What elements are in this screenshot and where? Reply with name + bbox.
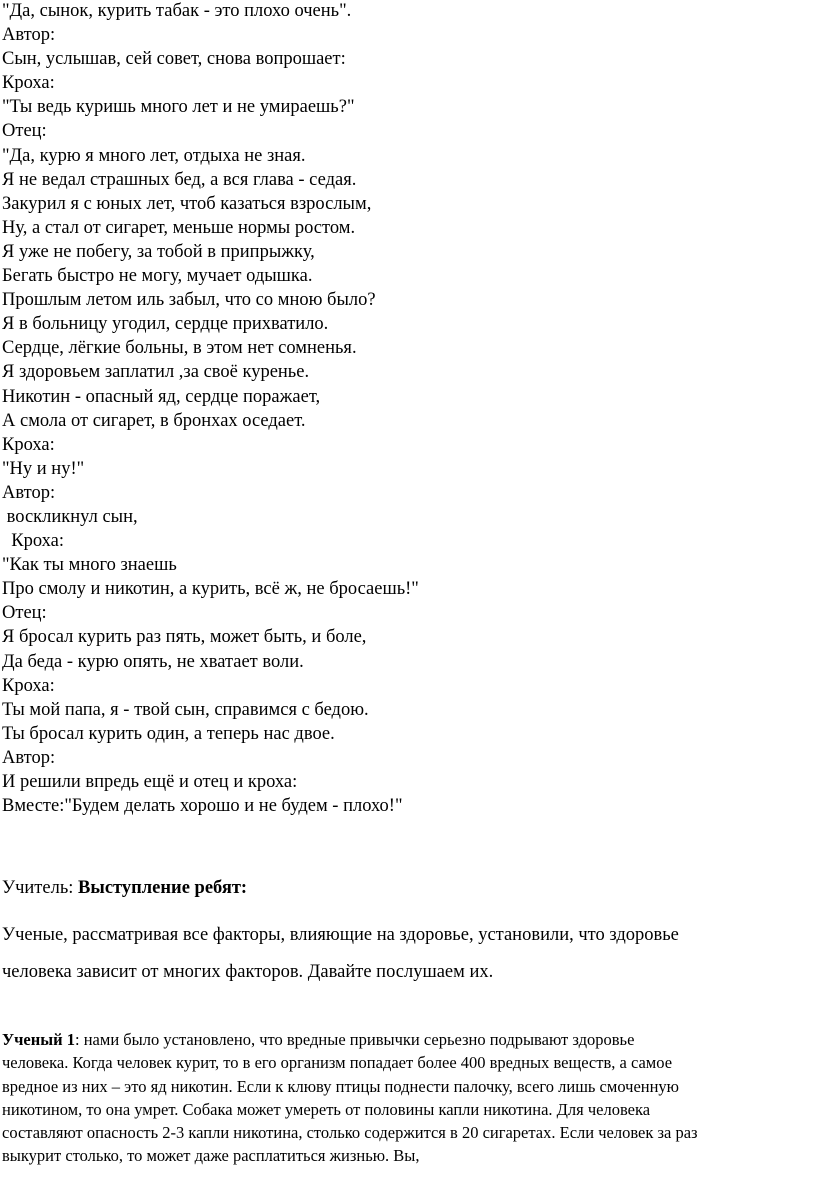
poem-line: "Да, курю я много лет, отдыха не зная. bbox=[2, 145, 306, 166]
poem-line: Кроха: bbox=[2, 434, 55, 455]
poem-line: Сын, услышав, сей совет, снова вопрошает: bbox=[2, 49, 346, 70]
poem-line: воскликнул сын, bbox=[2, 506, 138, 527]
poem-line: Я здоровьем заплатил ,за своё куренье. bbox=[2, 362, 310, 383]
scientist-line: составляют опасность 2-3 капли никотина, столько содержится в 20 сигаретах. Если человек за раз bbox=[2, 1123, 698, 1143]
scientist-first-line-text: : нами было установлено, что вредные привычки серьезно подрывают здоровье bbox=[75, 1030, 635, 1049]
poem-line: Сердце, лёгкие больны, в этом нет сомненья. bbox=[2, 338, 357, 359]
poem-line: "Как ты много знаешь bbox=[2, 555, 177, 576]
scientist-1-label: Ученый 1 bbox=[2, 1030, 76, 1049]
poem-line: Про смолу и никотин, а курить, всё ж, не бросаешь!" bbox=[2, 579, 419, 600]
poem-line: "Ну и ну!" bbox=[2, 458, 85, 479]
poem-line: Ну, а стал от сигарет, меньше нормы ростом. bbox=[2, 217, 356, 238]
poem-line: Я в больницу угодил, сердце прихватило. bbox=[2, 314, 329, 335]
poem-line: Закурил я с юных лет, чтоб казаться взрослым, bbox=[2, 193, 372, 214]
scientist-line: никотином, то она умрет. Собака может умереть от половины капли никотина. Для человека bbox=[2, 1099, 651, 1119]
scientist-line: выкурит столько, то может даже расплатиться жизнью. Вы, bbox=[2, 1146, 420, 1166]
poem-line: А смола от сигарет, в бронхах оседает. bbox=[2, 410, 306, 431]
poem-line: Я уже не побегу, за тобой в припрыжку, bbox=[2, 241, 315, 262]
scientist-1-paragraph bbox=[2, 1028, 812, 1168]
poem-line: Бегать быстро не могу, мучает одышка. bbox=[2, 266, 313, 287]
teacher-label: Учитель: bbox=[2, 878, 79, 898]
poem-line: Автор: bbox=[2, 747, 56, 768]
poem-line: "Да, сынок, курить табак - это плохо очень". bbox=[2, 1, 352, 21]
poem-block bbox=[2, 0, 802, 818]
poem-line: Автор: bbox=[2, 482, 56, 503]
poem-line: Да беда - курю опять, не хватает воли. bbox=[2, 651, 304, 672]
scientist-line: вредное из них – это яд никотин. Если к клюву птицы поднести палочку, всего лишь смоченную bbox=[2, 1076, 680, 1096]
intro-line: Ученые, рассматривая все факторы, влияющие на здоровье, установили, что здоровье bbox=[2, 925, 679, 945]
poem-line: Ты мой папа, я - твой сын, справимся с бедою. bbox=[2, 699, 369, 720]
poem-line: Кроха: bbox=[2, 675, 55, 696]
poem-line: Вместе:"Будем делать хорошо и не будем - плохо!" bbox=[2, 796, 403, 817]
poem-line: И решили впредь ещё и отец и кроха: bbox=[2, 772, 298, 792]
poem-line: Я бросал курить раз пять, может быть, и боле, bbox=[2, 627, 367, 648]
teacher-heading bbox=[2, 876, 247, 900]
poem-line: Никотин - опасный яд, сердце поражает, bbox=[2, 386, 321, 407]
intro-paragraph bbox=[2, 917, 792, 991]
poem-line: Кроха: bbox=[2, 531, 64, 552]
poem-line: Отец: bbox=[2, 121, 47, 142]
poem-line: Ты бросал курить один, а теперь нас двое. bbox=[2, 723, 335, 744]
scientist-first-line bbox=[2, 1028, 812, 1051]
scientist-line: человека. Когда человек курит, то в его организм попадает более 400 вредных веществ, а самое bbox=[2, 1053, 673, 1073]
teacher-title: Выступление ребят: bbox=[78, 878, 248, 898]
poem-line: Я не ведал страшных бед, а вся глава - седая. bbox=[2, 169, 357, 190]
poem-line: Кроха: bbox=[2, 73, 55, 94]
intro-line: человека зависит от многих факторов. Давайте послушаем их. bbox=[2, 962, 494, 982]
poem-line: Прошлым летом иль забыл, что со мною было? bbox=[2, 290, 376, 311]
poem-line: Отец: bbox=[2, 603, 47, 624]
poem-line: "Ты ведь куришь много лет и не умираешь?" bbox=[2, 97, 355, 118]
poem-line: Автор: bbox=[2, 25, 56, 46]
